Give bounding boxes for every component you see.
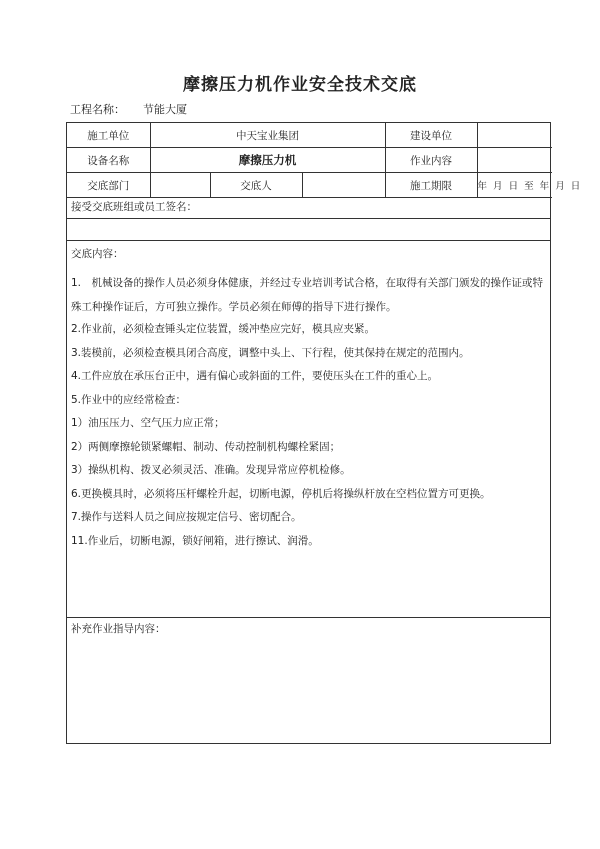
content-item: 1）油压压力、空气压力应正常； xyxy=(71,417,225,429)
owner-unit-label: 建设单位 xyxy=(385,123,477,148)
disclosure-form xyxy=(66,122,581,744)
owner-unit-value xyxy=(477,123,552,148)
content-item: 3）操纵机构、拨叉必须灵活、准确。发现异常应停机检修。 xyxy=(71,464,351,476)
content-item: 4.工件应放在承压台正中，遇有偏心或斜面的工件，要使压头在工件的重心上。 xyxy=(71,370,439,382)
content-item: 3.装模前，必须检查模具闭合高度，调整中头上、下行程，使其保持在规定的范围内。 xyxy=(71,346,470,359)
department-value xyxy=(150,173,210,198)
work-content-label: 作业内容 xyxy=(385,148,477,173)
equipment-name-label: 设备名称 xyxy=(67,148,150,173)
info-table xyxy=(67,123,581,198)
project-label: 工程名称： xyxy=(70,103,125,116)
supplement-label: 补充作业指导内容： xyxy=(71,623,166,635)
content-item: 1. 机械设备的操作人员必须身体健康，并经过专业培训考试合格，在取得有关部门颁发的操作证或特殊工种操作证后，方可独立操作。学员必须在师傅的指导下进行操作。 xyxy=(71,277,544,313)
content-item: 2）两侧摩擦轮锁紧螺帽、制动、传动控制机构螺栓紧固； xyxy=(71,440,341,453)
signature-row xyxy=(67,198,550,219)
construction-unit-value: 中天宝业集团 xyxy=(150,123,385,148)
supplement-section xyxy=(67,618,550,636)
info-row-department xyxy=(67,173,552,198)
document-title: 摩擦压力机作业安全技术交底 xyxy=(183,75,417,95)
period-label: 施工期限 xyxy=(385,173,477,198)
briefer-value xyxy=(302,173,385,198)
disclosure-content xyxy=(67,248,550,618)
project-name: 节能大厦 xyxy=(143,103,187,116)
construction-unit-label: 施工单位 xyxy=(67,123,150,148)
info-row-construction-unit xyxy=(67,123,552,148)
project-line xyxy=(70,101,187,117)
equipment-name-value: 摩擦压力机 xyxy=(150,148,385,173)
department-label: 交底部门 xyxy=(67,173,150,198)
content-item: 11.作业后，切断电源，锁好闸箱，进行擦试、润滑。 xyxy=(71,534,319,547)
content-item: 5.作业中的应经常检查： xyxy=(71,393,187,406)
content-item: 6.更换模具时，必须将压杆螺栓升起，切断电源，停机后将操纵杆放在空档位置方可更换。 xyxy=(71,487,491,500)
info-row-equipment xyxy=(67,148,552,173)
content-item: 2.作业前，必须检查锤头定位装置，缓冲垫应完好，模具应夹紧。 xyxy=(71,323,376,335)
period-value: 年 月 日 至 年 月 日 xyxy=(477,173,552,198)
content-list xyxy=(71,271,544,548)
signature-label: 接受交底班组或员工签名： xyxy=(71,201,197,213)
content-heading: 交底内容： xyxy=(71,248,124,260)
briefer-label: 交底人 xyxy=(210,173,302,198)
content-item: 7.操作与送料人员之间应按规定信号、密切配合。 xyxy=(71,511,302,523)
work-content-value xyxy=(477,148,552,173)
signature-blank-row xyxy=(67,219,550,241)
